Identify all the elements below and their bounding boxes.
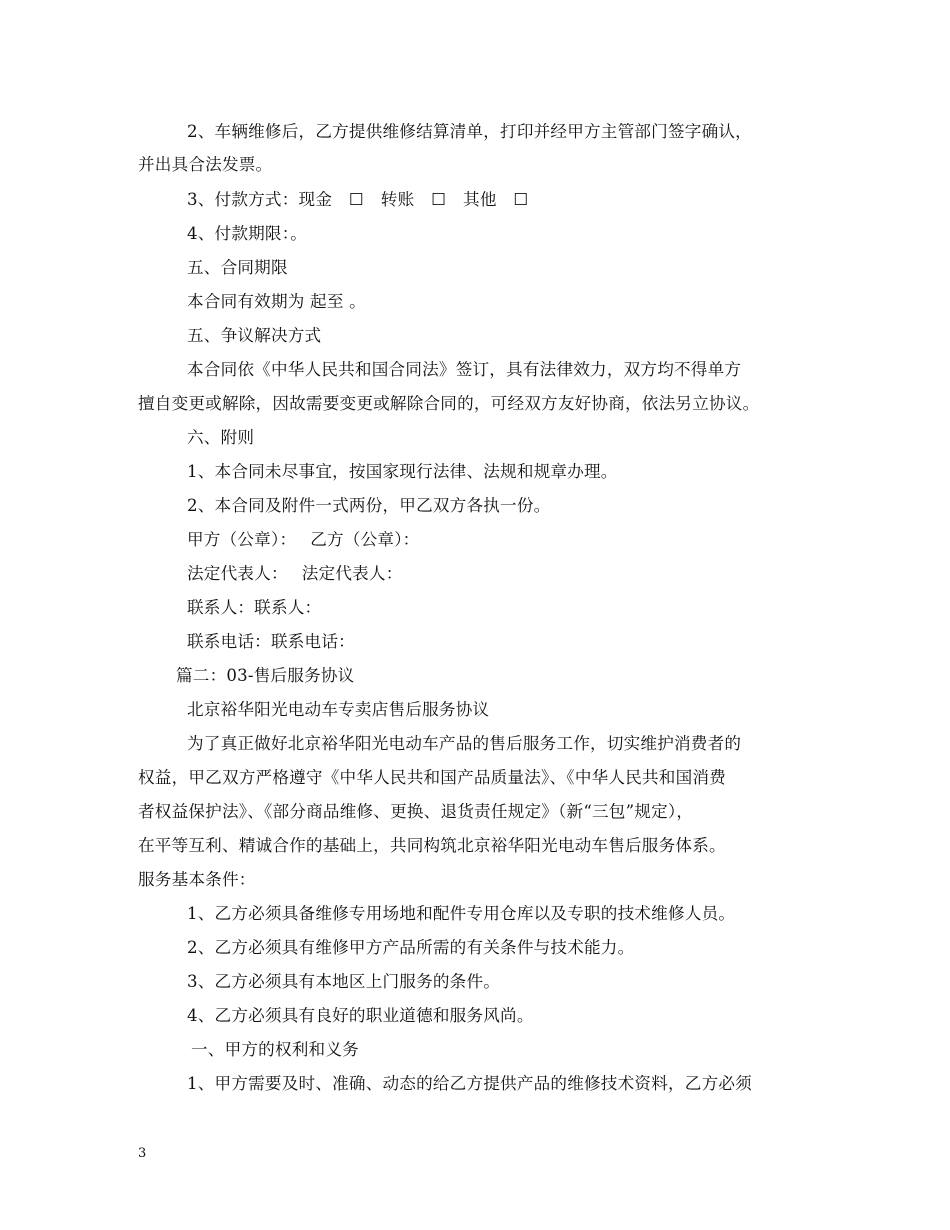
text-line-2: 并出具合法发票。 bbox=[138, 155, 273, 174]
text-line-12: 2、本合同及附件一式两份，甲乙双方各执一份。 bbox=[187, 496, 551, 515]
text-line-26: 3、乙方必须具有本地区上门服务的条件。 bbox=[187, 972, 501, 991]
text-line-19: 为了真正做好北京裕华阳光电动车产品的售后服务工作，切实维护消费者的 bbox=[187, 734, 742, 753]
text-line-15: 联系人：联系人： bbox=[187, 598, 322, 617]
text-line-16: 联系电话：联系电话： bbox=[187, 632, 355, 651]
text-line-21: 者权益保护法》、《部分商品维修、更换、退货责任规定》（新“三包”规定）， bbox=[138, 802, 694, 821]
text-line-29: 1、甲方需要及时、准确、动态的给乙方提供产品的维修技术资料，乙方必须 bbox=[187, 1074, 752, 1093]
text-line-27: 4、乙方必须具有良好的职业道德和服务风尚。 bbox=[187, 1006, 534, 1025]
text-line-10: 六、附则 bbox=[187, 428, 255, 447]
text-line-5: 五、合同期限 bbox=[187, 258, 288, 277]
text-line-6: 本合同有效期为 起至 。 bbox=[187, 292, 366, 311]
text-line-14: 法定代表人： 法定代表人： bbox=[187, 564, 403, 583]
text-line-13: 甲方（公章）： 乙方（公章）： bbox=[187, 530, 420, 549]
text-line-22: 在平等互利、精诚合作的基础上，共同构筑北京裕华阳光电动车售后服务体系。 bbox=[138, 836, 726, 855]
text-line-3: 3、付款方式：现金 ☐ 转账 ☐ 其他 ☐ bbox=[187, 190, 529, 209]
text-line-11: 1、本合同未尽事宜，按国家现行法律、法规和规章办理。 bbox=[187, 462, 618, 481]
page-number: 3 bbox=[138, 1146, 147, 1161]
text-line-25: 2、乙方必须具有维修甲方产品所需的有关条件与技术能力。 bbox=[187, 938, 635, 957]
text-line-4: 4、付款期限：。 bbox=[187, 224, 308, 243]
text-line-28: 一、甲方的权利和义务 bbox=[191, 1040, 359, 1059]
text-line-8: 本合同依《中华人民共和国合同法》签订，具有法律效力，双方均不得单方 bbox=[187, 360, 742, 379]
text-line-1: 2、车辆维修后，乙方提供维修结算清单，打印并经甲方主管部门签字确认， bbox=[187, 122, 752, 141]
text-line-17: 篇二：03-售后服务协议 bbox=[176, 666, 355, 685]
text-line-18: 北京裕华阳光电动车专卖店售后服务协议 bbox=[187, 700, 490, 719]
text-line-9: 擅自变更或解除，因故需要变更或解除合同的，可经双方友好协商，依法另立协议。 bbox=[138, 394, 760, 413]
text-line-20: 权益，甲乙双方严格遵守《中华人民共和国产品质量法》、《中华人民共和国消费 bbox=[138, 768, 726, 787]
text-line-7: 五、争议解决方式 bbox=[187, 326, 322, 345]
text-line-23: 服务基本条件： bbox=[138, 870, 256, 889]
text-line-24: 1、乙方必须具备维修专用场地和配件专用仓库以及专职的技术维修人员。 bbox=[187, 904, 736, 923]
